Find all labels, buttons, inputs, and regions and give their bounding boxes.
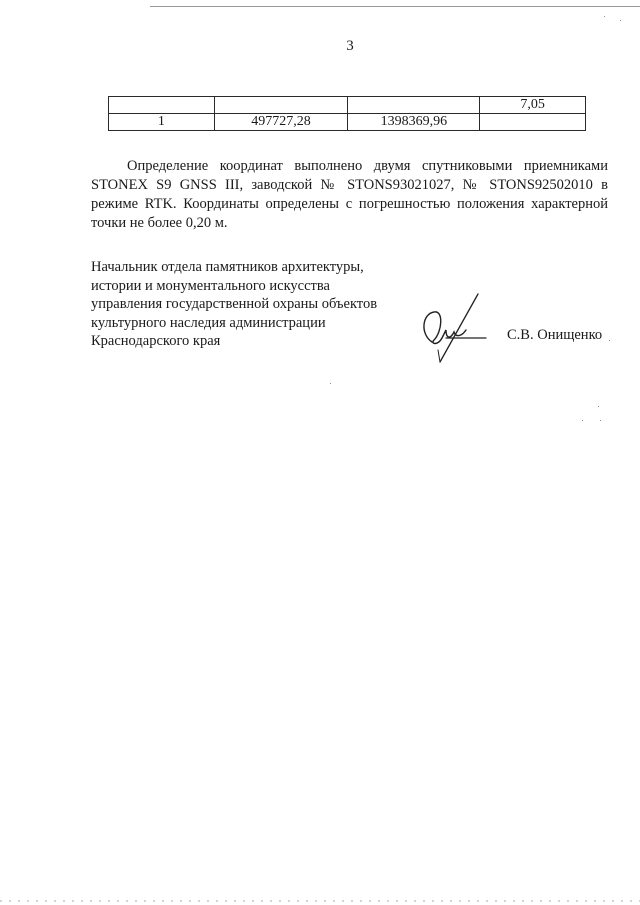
scan-speck (330, 383, 331, 384)
signatory-title-line: Начальник отдела памятников архитектуры, (91, 259, 364, 275)
body-paragraph: Определение координат выполнено двумя спутниковыми приемниками STONEX S9 GNSS III, заводской № STONS93021027, № STONS92502010 в режиме RTK. Координаты определены с погрешностью положения характерной точки не более 0,20 м. (91, 158, 608, 231)
signatory-title (91, 258, 411, 351)
signatory-title-line: культурного наследия администрации (91, 314, 326, 331)
signatory-title-line: Краснодарского края (91, 333, 221, 349)
page-number: 3 (346, 38, 354, 54)
scan-speck (609, 340, 610, 341)
scan-speck (600, 420, 601, 421)
table-cell (109, 97, 215, 114)
signatory-title-line: управления государственной охраны объектов (91, 296, 378, 312)
table-cell: 1 (109, 114, 215, 131)
scan-speck (598, 406, 599, 407)
table-cell: 497727,28 (214, 114, 348, 131)
table-cell (480, 114, 586, 131)
table-row (109, 114, 586, 131)
signer-name: С.В. Онищенко (507, 327, 603, 343)
scan-speck (582, 420, 583, 421)
table-cell (348, 97, 480, 114)
table-row (109, 97, 586, 114)
table-cell: 1398369,96 (348, 114, 480, 131)
scan-speck (620, 20, 621, 21)
top-scan-line (150, 6, 640, 7)
table-cell (214, 97, 348, 114)
signatory-title-line: истории и монументального искусства (91, 277, 330, 294)
coordinates-table (108, 96, 586, 131)
handwritten-signature (412, 292, 488, 364)
scan-speck (604, 16, 605, 17)
bottom-scan-noise (0, 900, 640, 902)
table-cell: 7,05 (480, 97, 586, 114)
